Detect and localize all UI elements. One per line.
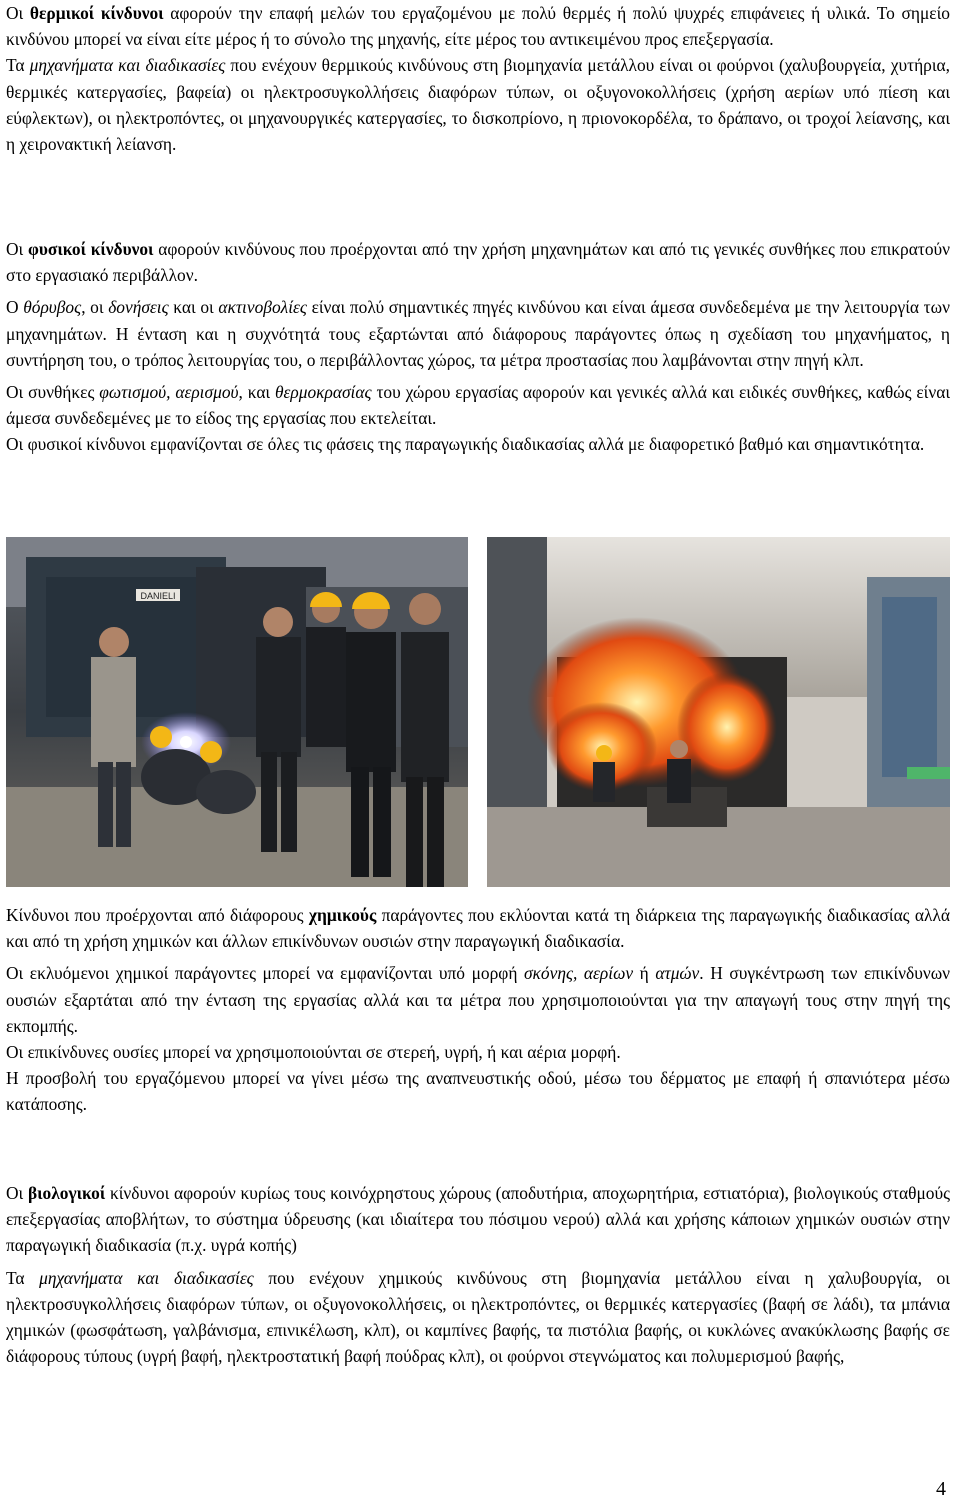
text: Τα: [6, 55, 30, 76]
photo-steel-furnace: [487, 537, 950, 887]
text: αφορούν κινδύνους που προέρχονται από την χρήση μηχανημάτων και από τις γενικές συνθήκες που επικρατούν στο εργασιακό περιβάλλον.: [6, 239, 951, 286]
text: που ενέχουν χημικούς κινδύνους στη βιομηχανία μετάλλου είναι η χαλυβουργία, οι ηλεκτροσυγκολλήσεις διαφόρων τύπων, οι οξυγονοκολλήσεις, οι ηλεκτροπόντες, οι θερμικές κατεργασίες (βαφή σε λάδι), τα μπάνια χημικών (φωσφάτωση, γαλβάνισμα, επινικέλωση, κλπ), οι καμπίνες βαφής, τα πιστόλια βαφής, οι κυκλώνες ανακύκλωσης βαφής σε διάφορους τύπους (υγρή βαφή, ηλεκτροστατική βαφή πούδρας κλπ), οι φούρνοι στεγνώματος και πολυμερισμού βαφής,: [6, 1267, 950, 1367]
term-noise: θόρυβος: [23, 297, 82, 318]
term-vapours: ατμών: [655, 963, 700, 984]
text: Τα: [6, 1267, 40, 1288]
text: και οι: [168, 297, 219, 318]
term-radiation: ακτινοβολίες: [218, 297, 307, 318]
paragraph-noise-vibration: [6, 294, 950, 373]
term-dust-gases: σκόνης, αερίων: [523, 963, 634, 984]
text: Ο: [6, 297, 24, 318]
term-machines-processes: μηχανήματα και διαδικασίες: [29, 55, 226, 76]
term-vibrations: δονήσεις: [108, 297, 169, 318]
text: Κίνδυνοι που προέρχονται από διάφορους: [6, 905, 309, 925]
paragraph-chemical-machines: [6, 1265, 950, 1370]
section-biological-hazards: [6, 1180, 950, 1369]
term-physical-hazards: φυσικοί κίνδυνοι: [28, 239, 154, 259]
text: είναι πολύ σημαντικές πηγές κινδύνου και είναι άμεσα συνδεδεμένα με την λειτουργία των μηχανημάτων. Η ένταση και η συχνότητά τους εξαρτώνται από διάφορους παράγοντες όπως η σχεδίαση του μηχανήματος, η συντήρηση του, ο τρόπος λειτουργίας του, ο περιβάλλοντας χώρος, τα μέτρα προστασίας που λαμβάνονται στην πηγή κλπ.: [6, 297, 950, 370]
page-number: 4: [936, 1478, 946, 1500]
paragraph-chemical-states: Οι επικίνδυνες ουσίες μπορεί να χρησιμοποιούνται σε στερεή, υγρή, ή και αέρια μορφή.: [6, 1042, 621, 1063]
worker-figure: [667, 740, 691, 803]
paragraph-conditions: [6, 379, 950, 431]
section-thermal-hazards: [6, 0, 950, 157]
paragraph-chemical-forms: [6, 960, 950, 1039]
term-chemical: χημικούς: [308, 905, 377, 925]
text: Οι συνθήκες: [6, 382, 100, 403]
text: , και: [238, 382, 275, 403]
text: Οι: [6, 239, 28, 259]
paragraph-thermal-definition: [6, 0, 950, 52]
photo-workers-machine: [6, 537, 468, 887]
paragraph-physical-definition: [6, 236, 950, 288]
text: ή: [633, 963, 656, 984]
term-lighting-ventilation: φωτισμού, αερισμού: [99, 382, 239, 403]
machine-brand-label: DANIELI: [140, 591, 176, 601]
worker-figure: [593, 745, 615, 802]
paragraph-chemical-exposure: Η προσβολή του εργαζόμενου μπορεί να γίνει μέσω της αναπνευστικής οδού, μέσω του δέρματος με επαφή ή σπανιότερα μέσω κατάποσης.: [6, 1068, 950, 1115]
paragraph-thermal-machines: [6, 52, 950, 157]
photo-row: [6, 537, 950, 887]
section-physical-hazards: [6, 236, 950, 458]
text: Οι: [6, 3, 30, 23]
text: Οι εκλυόμενοι χημικοί παράγοντες μπορεί να εμφανίζονται υπό μορφή: [6, 963, 524, 984]
text: του χώρου εργασίας αφορούν και γενικές αλλά και ειδικές συνθήκες, καθώς είναι άμεσα συνδεδεμένες με το είδος της εργασίας που εκτελείται.: [6, 382, 950, 429]
text: παράγοντες που εκλύονται κατά τη διάρκεια της παραγωγικής διαδικασίας αλλά και από τη χρήση χημικών και άλλων επικίνδυνων ουσιών στην παραγωγική διαδικασία.: [6, 905, 950, 952]
text: που ενέχουν θερμικούς κινδύνους στη βιομηχανία μετάλλου είναι οι φούρνοι (χαλυβουργεία, χυτήρια, θερμικές κατεργασίες, βαφεία) οι ηλεκτροσυγκολλήσεις διαφόρων τύπων, οι οξυγονοκολλήσεις (χρήση αερίων υπό πίεση και εύφλεκτων), οι ηλεκτροπόντες, οι μηχανουργικές κατεργασίες, το δισκοπρίονο, η πριονοκορδέλα, το δράπανο, οι τροχοί λείανσης, και η χειρονακτική λείανση.: [6, 55, 950, 155]
term-machines-processes: μηχανήματα και διαδικασίες: [39, 1267, 254, 1288]
term-biological: βιολογικοί: [27, 1183, 106, 1203]
paragraph-biological-definition: [6, 1180, 950, 1259]
text: κίνδυνοι αφορούν κυρίως τους κοινόχρηστους χώρους (αποδυτήρια, αποχωρητήρια, εστιατόρια), βιολογικούς σταθμούς επεξεργασίας αποβλήτων, το σύστημα ύδρευσης (και ιδιαίτερα του πόσιμου νερού) αλλά και χρήσης κάποιων χημικών ουσιών στην παραγωγική διαδικασία (π.χ. υγρά κοπής): [6, 1183, 950, 1256]
paragraph-physical-phases: Οι φυσικοί κίνδυνοι εμφανίζονται σε όλες τις φάσεις της παραγωγικής διαδικασίας αλλά με διαφορετικό βαθμό και σημαντικότητα.: [6, 434, 925, 455]
text: αφορούν την επαφή μελών του εργαζομένου με πολύ θερμές ή πολύ ψυχρές επιφάνειες ή υλικά. Το σημείο κινδύνου μπορεί να είναι είτε μέρος ή το σύνολο της μηχανής, είτε μέρος του αντικειμένου προς επεξεργασία.: [6, 3, 950, 50]
term-thermal-hazards: θερμικοί κίνδυνοι: [29, 3, 164, 23]
section-chemical-hazards: [6, 902, 950, 1118]
text: . Η συγκέντρωση των επικίνδυνων ουσιών εξαρτάται από την ένταση της εργασίας αλλά και τα μέτρα που χρησιμοποιούνται για την απαγωγή τους στην πηγή της εκπομπής.: [6, 963, 951, 1036]
text: , οι: [81, 297, 109, 318]
paragraph-chemical-definition: [6, 902, 950, 954]
text: Οι: [6, 1183, 28, 1203]
term-temperature: θερμοκρασίας: [274, 382, 372, 403]
